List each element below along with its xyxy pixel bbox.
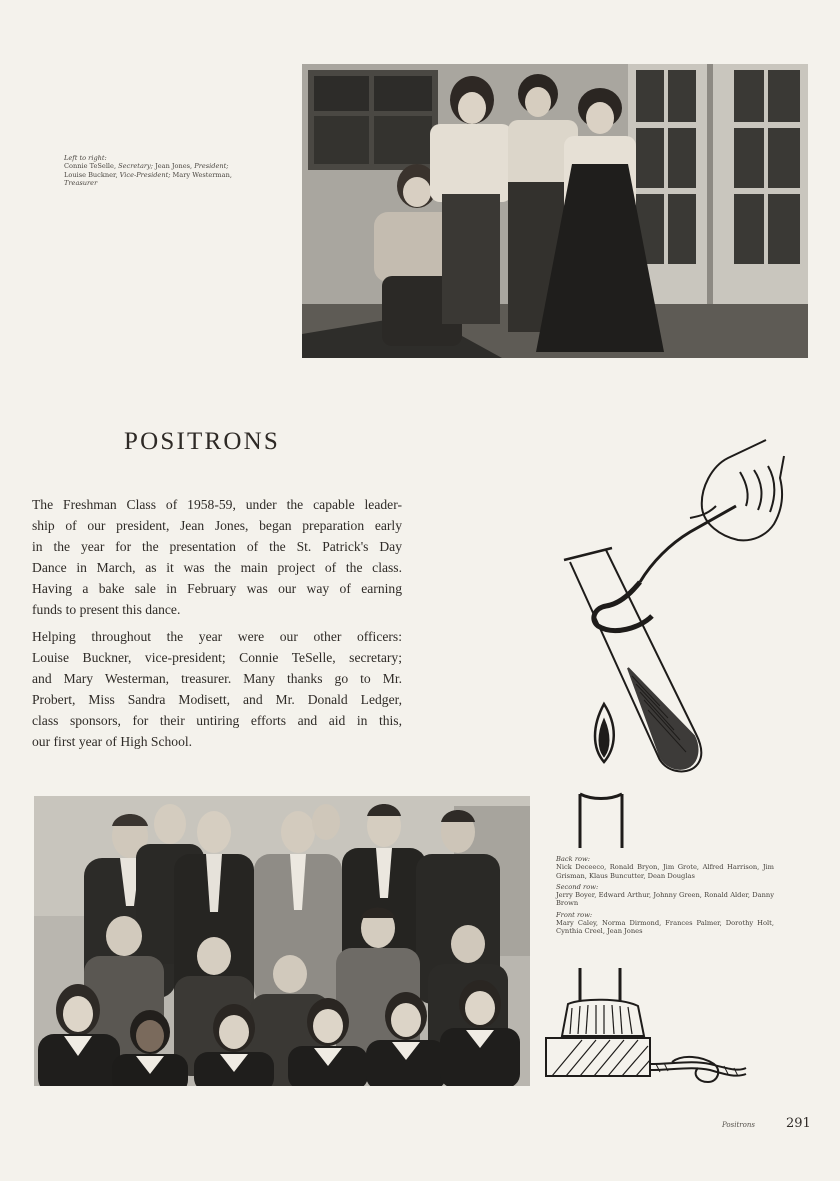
officers-caption-heading: Left to right: — [64, 154, 107, 162]
officers-caption-line — [64, 179, 284, 187]
caption-name: Mary Westerman, — [170, 170, 232, 179]
caption-name: Connie TeSelle, — [64, 162, 119, 171]
text-line: class sponsors, for their untiring efforts and aid in this, — [32, 713, 402, 728]
caption-name: Jean Jones, — [153, 162, 195, 171]
article-body — [32, 494, 402, 758]
text-line: Probert, Miss Sandra Modisett, and Mr. Donald Ledger, — [32, 692, 402, 707]
caption-role: Vice-President; — [119, 170, 171, 179]
text-line: Louise Buckner, vice-president; Connie TeSelle, secretary; — [32, 650, 402, 665]
caption-row-names: Mary Caley, Norma Dirmond, Frances Palmer, Dorothy Holt, Cynthia Creel, Jean Jones — [556, 919, 774, 936]
text-line: funds to present this dance. — [32, 602, 181, 617]
officers-caption — [64, 154, 284, 188]
text-line: and Mary Westerman, treasurer. Many thanks go to Mr. — [32, 671, 402, 686]
caption-role: Secretary; — [118, 162, 153, 171]
class-group-photo — [34, 796, 530, 1086]
officers-photo — [302, 64, 808, 358]
caption-row-names: Jerry Boyer, Edward Arthur, Johnny Green, Ronald Alder, Danny Brown — [556, 891, 774, 908]
text-line: ship of our president, Jean Jones, began preparation early — [32, 518, 402, 533]
caption-row-names: Nick Deceeco, Ronald Bryon, Jim Grote, Alfred Harrison, Jim Grisman, Klaus Buncutter, Dean Douglas — [556, 863, 774, 880]
class-photo-caption — [556, 852, 774, 936]
text-line: our first year of High School. — [32, 734, 193, 749]
text-line: in the year for the presentation of the St. Patrick's Day — [32, 539, 402, 554]
page-title: POSITRONS — [124, 428, 280, 455]
caption-row-heading: Back row: — [556, 855, 591, 863]
officers-caption-line — [64, 162, 284, 170]
caption-name: Louise Buckner, — [64, 170, 120, 179]
caption-row-heading: Second row: — [556, 882, 599, 891]
paragraph-2 — [32, 626, 402, 752]
footer-section-name: Positrons — [722, 1121, 755, 1129]
burner-illustration — [542, 964, 752, 1092]
text-line: The Freshman Class of 1958-59, under the capable leader- — [32, 497, 402, 512]
caption-row-heading: Front row: — [556, 910, 593, 919]
page-number: 291 — [786, 1116, 811, 1131]
officers-caption-line — [64, 171, 284, 179]
text-line: Helping throughout the year were our other officers: — [32, 629, 402, 644]
test-tube-illustration — [540, 436, 790, 856]
text-line: Having a bake sale in February was our way of earning — [32, 581, 402, 596]
paragraph-1 — [32, 494, 402, 620]
caption-role: Treasurer — [64, 179, 98, 188]
caption-role: President; — [194, 162, 229, 171]
text-line: Dance in March, as it was the main project of the class. — [32, 560, 402, 575]
